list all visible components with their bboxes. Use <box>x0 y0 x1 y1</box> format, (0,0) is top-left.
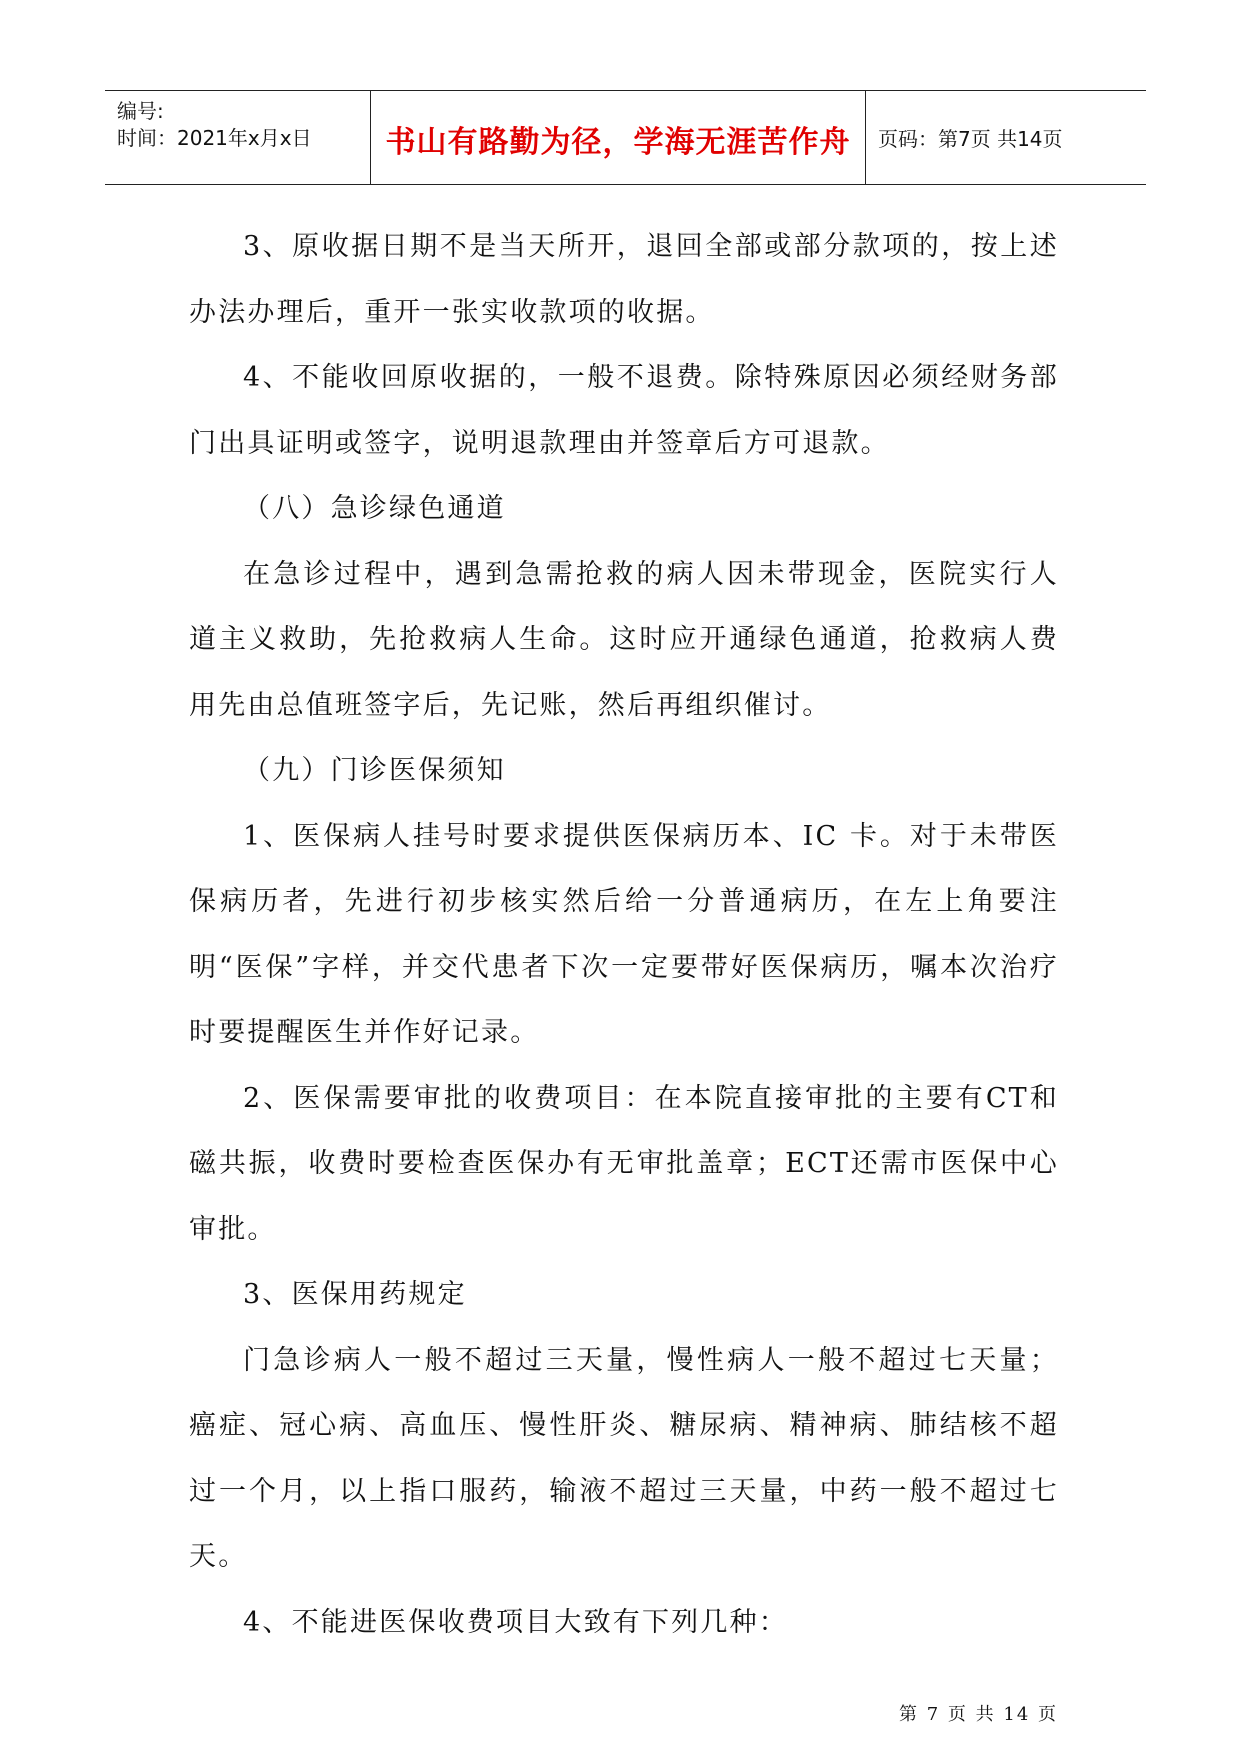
page-footer: 第 7 页 共 14 页 <box>899 1704 1058 1725</box>
paragraph-medication-limits: 门急诊病人一般不超过三天量，慢性病人一般不超过七天量；癌症、冠心病、高血压、慢性肝炎、糖尿病、精神病、肺结核不超过一个月，以上指口服药，输液不超过三天量，中药一般不超过七天。 <box>189 1344 1059 1572</box>
header-right-cell <box>866 91 1146 184</box>
body-text <box>189 214 1059 1655</box>
subheading-insurance-medication: 3、医保用药规定 <box>243 1279 467 1310</box>
header-page-info: 页码：第7页 共14页 <box>878 127 1063 151</box>
header-left-cell <box>105 91 371 184</box>
document-number-label: 编号: <box>117 99 164 123</box>
section-heading-outpatient-insurance: （九）门诊医保须知 <box>243 755 506 786</box>
paragraph-insurance-approval: 2、医保需要审批的收费项目：在本院直接审批的主要有CT和磁共振，收费时要检查医保办有无审批盖章；ECT还需市医保中心审批。 <box>189 1082 1059 1245</box>
paragraph-non-insurance-items: 4、不能进医保收费项目大致有下列几种： <box>243 1606 788 1638</box>
paragraph-emergency-rescue: 在急诊过程中，遇到急需抢救的病人因未带现金，医院实行人道主义救助，先抢救病人生命。这时应开通绿色通道，抢救病人费用先由总值班签字后，先记账，然后再组织催讨。 <box>189 558 1059 721</box>
paragraph-refund-receipt-date: 3、原收据日期不是当天所开，退回全部或部分款项的，按上述办法办理后，重开一张实收款项的收据。 <box>189 231 1059 328</box>
header-middle-cell <box>371 91 866 184</box>
paragraph-insurance-registration: 1、医保病人挂号时要求提供医保病历本、IC 卡。对于未带医保病历者，先进行初步核实然后给一分普通病历，在左上角要注明“医保”字样，并交代患者下次一定要带好医保病历，嘱本次治疗时要提醒医生并作好记录。 <box>189 820 1059 1048</box>
document-time-label: 时间：2021年x月x日 <box>117 126 312 150</box>
section-heading-emergency-green-channel: （八）急诊绿色通道 <box>243 493 506 524</box>
header-motto: 书山有路勤为径，学海无涯苦作舟 <box>385 125 851 160</box>
paragraph-no-original-receipt: 4、不能收回原收据的，一般不退费。除特殊原因必须经财务部门出具证明或签字，说明退款理由并签章后方可退款。 <box>189 362 1059 459</box>
header-table <box>105 90 1146 185</box>
